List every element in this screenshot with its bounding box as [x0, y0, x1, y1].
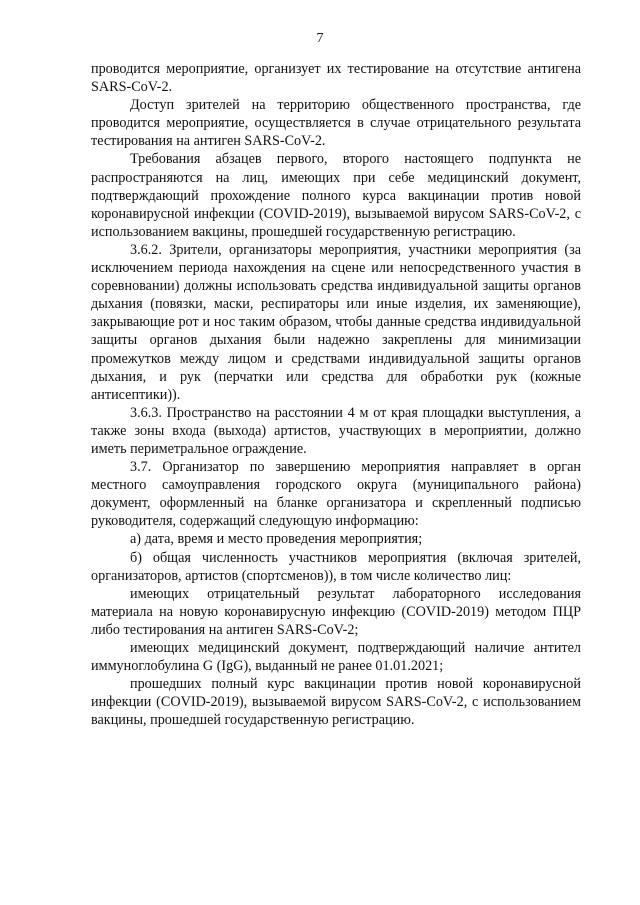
page-number: 7: [316, 31, 324, 46]
paragraph-continuation: проводится мероприятие, организует их тестирование на отсутствие антигена SARS-CoV-2.: [91, 61, 581, 96]
paragraph-3-6-3: 3.6.3. Пространство на расстоянии 4 м от края площадки выступления, а также зоны входа (выхода) артистов, участвующих в мероприятии, должно иметь периметральное ограждение.: [91, 404, 581, 457]
list-item-b: б) общая численность участников мероприятия (включая зрителей, организаторов, артистов (спортсменов)), в том числе количество лиц:: [91, 549, 581, 584]
document-body: [91, 60, 581, 729]
paragraph-spectator-access: Доступ зрителей на территорию общественного пространства, где проводится мероприятие, осуществляется в случае отрицательного результата тестирования на антиген SARS-CoV-2.: [91, 97, 581, 150]
list-item-a: а) дата, время и место проведения мероприятия;: [130, 531, 423, 548]
paragraph-pcr-tested: имеющих отрицательный результат лабораторного исследования материала на новую коронавирусную инфекцию (COVID-2019) методом ПЦР либо тестирования на антиген SARS-CoV-2;: [91, 585, 581, 638]
paragraph-3-6-2: 3.6.2. Зрители, организаторы мероприятия, участники мероприятия (за исключением периода нахождения на сцене или непосредственного участия в соревновании) должны использовать средства индивидуальной защиты органов дыхания (повязки, маски, респираторы или иные изделия, их заменяющие), закрывающие рот и нос таким образом, чтобы данные средства индивидуальной защиты органов дыхания были надежно закреплены для минимизации промежутков между лицом и средствами индивидуальной защиты органов дыхания, и рук (перчатки или средства для обработки рук (кожные антисептики)).: [91, 241, 581, 403]
paragraph-3-7: 3.7. Организатор по завершению мероприятия направляет в орган местного самоуправления городского округа (муниципального района) документ, оформленный на бланке организатора и скрепленный подписью руководителя, содержащий следующую информацию:: [91, 459, 581, 530]
paragraph-igg-antibodies: имеющих медицинский документ, подтверждающий наличие антител иммуноглобулина G (IgG), выданный не ранее 01.01.2021;: [91, 640, 581, 675]
paragraph-vaccination-exemption: Требования абзацев первого, второго настоящего подпункта не распространяются на лиц, имеющих при себе медицинский документ, подтверждающий прохождение полного курса вакцинации против новой коронавирусной инфекции (COVID-2019), вызываемой вирусом SARS-CoV-2, с использованием вакцины, прошедшей государственную регистрацию.: [91, 151, 581, 240]
paragraph-fully-vaccinated: прошедших полный курс вакцинации против новой коронавирусной инфекции (COVID-2019), вызываемой вирусом SARS-CoV-2, с использованием вакцины, прошедшей государственную регистрацию.: [91, 676, 581, 729]
